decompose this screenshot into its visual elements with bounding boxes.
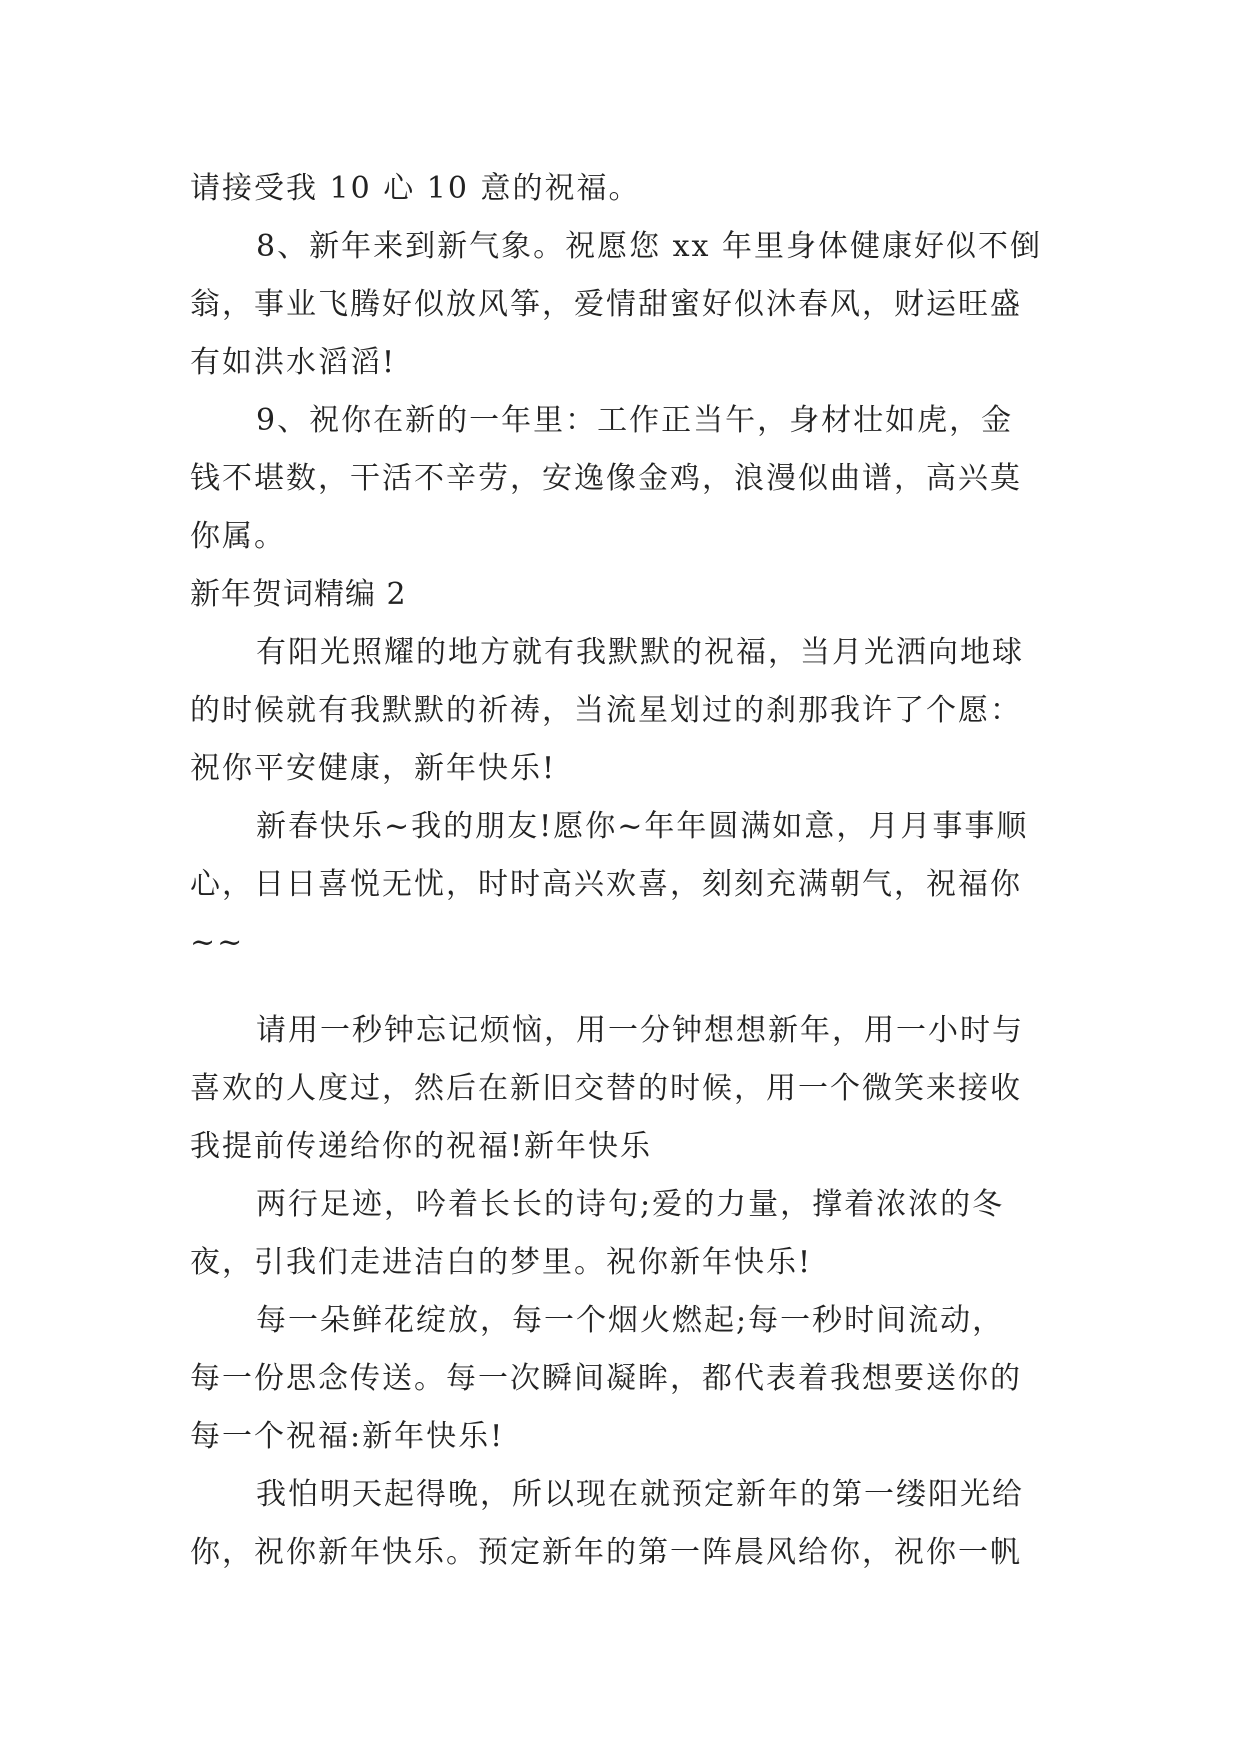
text-line: 你，祝你新年快乐。预定新年的第一阵晨风给你，祝你一帆 bbox=[190, 1535, 1022, 1570]
text-line: 9、祝你在新的一年里：工作正当午，身材壮如虎，金 bbox=[256, 403, 1014, 438]
paragraph-gap bbox=[190, 972, 1060, 1002]
text-line: 夜，引我们走进洁白的梦里。祝你新年快乐! bbox=[190, 1245, 813, 1280]
text-line: 请用一秒钟忘记烦恼，用一分钟想想新年，用一小时与 bbox=[256, 1013, 1024, 1048]
text-line: 的时候就有我默默的祈祷，当流星划过的刹那我许了个愿： bbox=[190, 693, 1022, 728]
text-line: ~~ bbox=[190, 925, 245, 960]
text-line: 两行足迹，吟着长长的诗句;爱的力量，撑着浓浓的冬 bbox=[256, 1187, 1005, 1222]
text-line: 有阳光照耀的地方就有我默默的祝福，当月光洒向地球 bbox=[256, 635, 1024, 670]
text-line: 8、新年来到新气象。祝愿您 xx 年里身体健康好似不倒 bbox=[256, 229, 1042, 264]
text-line: 请接受我 10 心 10 意的祝福。 bbox=[190, 171, 641, 206]
text-line: 每一朵鲜花绽放，每一个烟火燃起;每一秒时间流动， bbox=[256, 1303, 1005, 1338]
document-body bbox=[190, 160, 1060, 1582]
section-heading: 新年贺词精编 2 bbox=[190, 577, 407, 612]
text-line: 喜欢的人度过，然后在新旧交替的时候，用一个微笑来接收 bbox=[190, 1071, 1022, 1106]
text-line: 祝你平安健康，新年快乐! bbox=[190, 751, 557, 786]
text-line: 新春快乐~我的朋友!愿你~年年圆满如意，月月事事顺 bbox=[256, 809, 1029, 844]
text-line: 每一个祝福:新年快乐! bbox=[190, 1419, 505, 1454]
text-line: 有如洪水滔滔! bbox=[190, 345, 397, 380]
text-line: 心，日日喜悦无忧，时时高兴欢喜，刻刻充满朝气，祝福你 bbox=[190, 867, 1022, 902]
text-line: 我怕明天起得晚，所以现在就预定新年的第一缕阳光给 bbox=[256, 1477, 1024, 1512]
text-line: 每一份思念传送。每一次瞬间凝眸，都代表着我想要送你的 bbox=[190, 1361, 1022, 1396]
text-line: 我提前传递给你的祝福!新年快乐 bbox=[190, 1129, 653, 1164]
text-line: 钱不堪数，干活不辛劳，安逸像金鸡，浪漫似曲谱，高兴莫 bbox=[190, 461, 1022, 496]
text-line: 你属。 bbox=[190, 519, 286, 554]
text-line: 翁，事业飞腾好似放风筝，爱情甜蜜好似沐春风，财运旺盛 bbox=[190, 287, 1022, 322]
